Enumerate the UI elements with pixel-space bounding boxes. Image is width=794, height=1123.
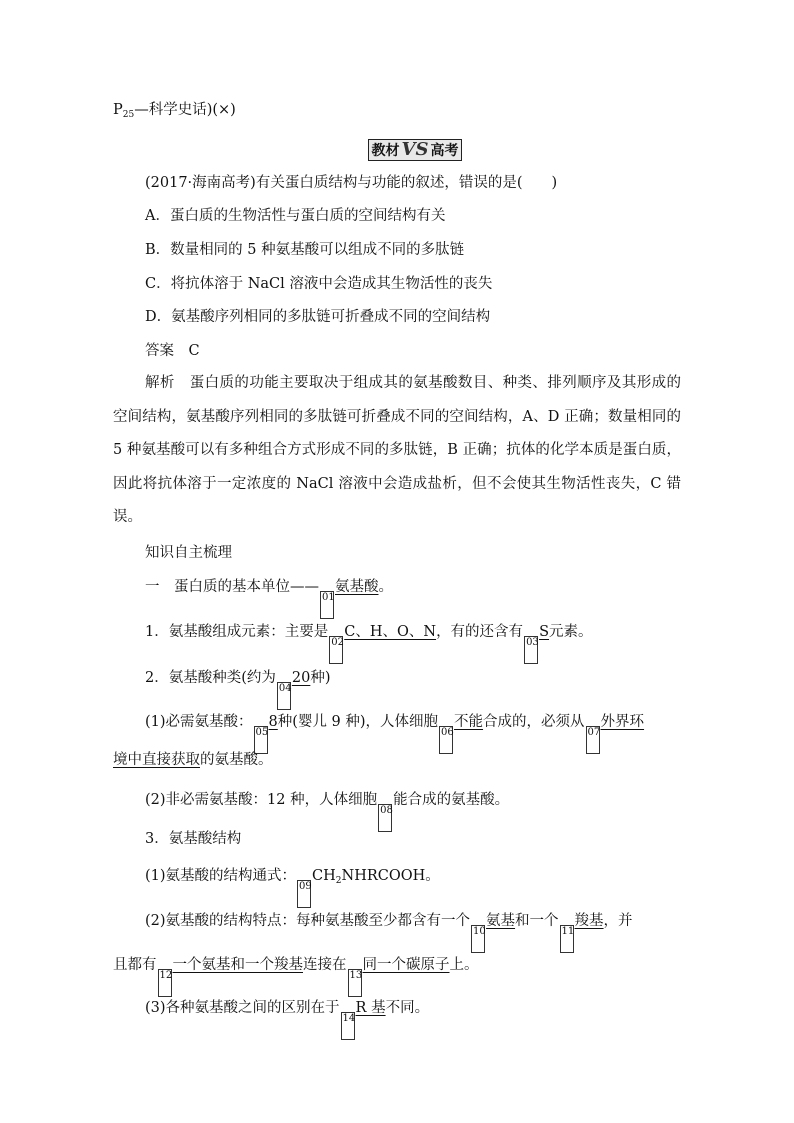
option-b: B．数量相同的 5 种氨基酸可以组成不同的多肽链: [145, 242, 465, 258]
item3-title: 3．氨基酸结构: [145, 831, 242, 847]
analysis-paragraph: 解析 蛋白质的功能主要取决于组成其的氨基酸数目、种类、排列顺序及其形成的空间结构，氨基酸序列相同的多肽链可折叠成不同的空间结构，A、D 正确；数量相同的 5 种氨基酸可以有多种组合方式形成不同的多肽链，B 正确；抗体的化学本质是蛋白质，因此将抗体溶于一定浓度的 NaCl 溶液中会造成盐析，但不会使其生物活性丧失，C 错误。: [113, 375, 682, 525]
answer-line: 答案 C: [145, 343, 200, 359]
textbook-vs-exam-badge: 教材 VS 高考: [368, 139, 462, 161]
item1-line: 1．氨基酸组成元素：主要是02C、H、O、N，有的还含有03S元素。: [145, 622, 593, 664]
blank-number-box: 04: [277, 682, 291, 710]
item2-1-line1: (1)必需氨基酸：058种(婴儿 9 种)，人体细胞06不能合成的，必须从07外界环: [145, 712, 644, 754]
option-c: C．将抗体溶于 NaCl 溶液中会造成其生物活性的丧失: [145, 276, 493, 292]
blank-number-box: 01: [320, 591, 334, 619]
item2-1-line2: 境中直接获取的氨基酸。: [113, 752, 273, 768]
blank-number-box: 10: [471, 925, 485, 953]
option-d: D．氨基酸序列相同的多肽链可折叠成不同的空间结构: [145, 309, 491, 325]
blank-number-box: 13: [348, 969, 362, 997]
item3-3-line: (3)各种氨基酸之间的区别在于14R 基不同。: [145, 998, 429, 1040]
item3-1-line: (1)氨基酸的结构通式：$09CH_2NHRCOOH$。: [145, 866, 440, 908]
blank-number-box: 08: [378, 804, 392, 832]
blank-number-box: 09: [297, 880, 311, 908]
question-stem: (2017·海南高考)有关蛋白质结构与功能的叙述，错误的是( ): [145, 175, 558, 191]
blank-number-box: 05: [254, 726, 268, 754]
item3-2-line1: (2)氨基酸的结构特点：每种氨基酸至少都含有一个10氨基和一个11羧基，并: [145, 911, 633, 953]
item2-line: 2．氨基酸种类(约为0420种): [145, 668, 331, 710]
option-a: A．蛋白质的生物活性与蛋白质的空间结构有关: [145, 208, 446, 224]
header-reference: $P_{25}—$科学史话)(×): [113, 102, 236, 120]
blank-number-box: 14: [341, 1012, 355, 1040]
blank-number-box: 07: [586, 726, 600, 754]
item2-2-line: (2)非必需氨基酸：12 种，人体细胞08能合成的氨基酸。: [145, 790, 509, 832]
s1-line: 一 蛋白质的基本单位——01氨基酸。: [145, 577, 393, 619]
blank-number-box: 03: [524, 636, 538, 664]
section-title: 知识自主梳理: [145, 545, 232, 561]
blank-number-box: 02: [329, 636, 343, 664]
blank-number-box: 11: [560, 925, 574, 953]
blank-number-box: 06: [439, 726, 453, 754]
blank-number-box: 12: [158, 969, 172, 997]
item3-2-line2: 且都有12一个氨基和一个羧基连接在13同一个碳原子上。: [113, 955, 479, 997]
